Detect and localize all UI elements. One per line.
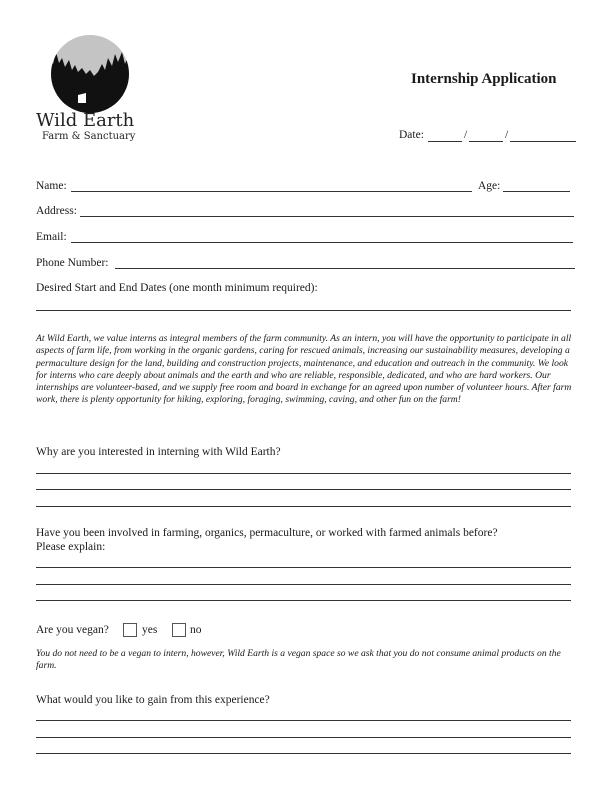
email-label: Email: [36, 231, 67, 243]
dates-field[interactable] [36, 310, 571, 311]
gain-answer-line[interactable] [36, 753, 571, 754]
vegan-question: Are you vegan? [36, 624, 109, 636]
farm-logo-icon [42, 34, 138, 114]
experience-answer-line[interactable] [36, 584, 571, 585]
dates-label: Desired Start and End Dates (one month minimum required): [36, 282, 318, 294]
why-question: Why are you interested in interning with Wild Earth? [36, 446, 281, 458]
vegan-yes-label: yes [142, 624, 158, 636]
logo [36, 34, 146, 146]
vegan-no-label: no [190, 624, 202, 636]
experience-answer-line[interactable] [36, 567, 571, 568]
address-field[interactable] [80, 216, 574, 217]
phone-label: Phone Number: [36, 257, 109, 269]
intro-paragraph: At Wild Earth, we value interns as integral members of the farm community. As an intern, you will have the opportunity to participate in all aspects of farm life, from working in the organic gardens, caring for rescued animals, increasing our sustainability measures, developing a permaculture design for the land, building and construction projects, maintenance, and education and outreach in the community. We look for interns who care deeply about animals and the earth and who are reliable, responsible, dedicated, and who are hard workers. Our internships are volunteer-based, and we supply free room and board in exchange for an agreed upon number of volunteer hours. After farm work, there is plenty opportunity for hiking, exploring, foraging, swimming, caving, and other fun on the farm! [36, 333, 572, 406]
vegan-note: You do not need to be a vegan to intern, however, Wild Earth is a vegan space so we ask that you do not consume animal products on the farm. [36, 648, 561, 672]
gain-answer-line[interactable] [36, 720, 571, 721]
date-month-field[interactable] [428, 141, 462, 142]
vegan-yes-checkbox[interactable] [123, 623, 137, 637]
email-field[interactable] [71, 242, 573, 243]
page-title: Internship Application [411, 71, 557, 87]
vegan-no-checkbox[interactable] [172, 623, 186, 637]
experience-question: Have you been involved in farming, organics, permaculture, or worked with farmed animals before? [36, 527, 498, 539]
why-answer-line[interactable] [36, 489, 571, 490]
logo-subtitle: Farm & Sanctuary [42, 131, 136, 142]
phone-field[interactable] [115, 268, 575, 269]
name-field[interactable] [71, 191, 472, 192]
date-separator: / [505, 129, 509, 141]
gain-answer-line[interactable] [36, 737, 571, 738]
date-label: Date: [399, 129, 424, 141]
date-year-field[interactable] [510, 141, 576, 142]
date-day-field[interactable] [469, 141, 503, 142]
name-label: Name: [36, 180, 67, 192]
why-answer-line[interactable] [36, 506, 571, 507]
gain-question: What would you like to gain from this experience? [36, 694, 270, 706]
age-label: Age: [478, 180, 501, 192]
experience-explain: Please explain: [36, 541, 106, 553]
experience-answer-line[interactable] [36, 600, 571, 601]
age-field[interactable] [503, 191, 570, 192]
logo-name: Wild Earth [36, 110, 135, 131]
date-separator: / [464, 129, 468, 141]
address-label: Address: [36, 205, 77, 217]
why-answer-line[interactable] [36, 473, 571, 474]
